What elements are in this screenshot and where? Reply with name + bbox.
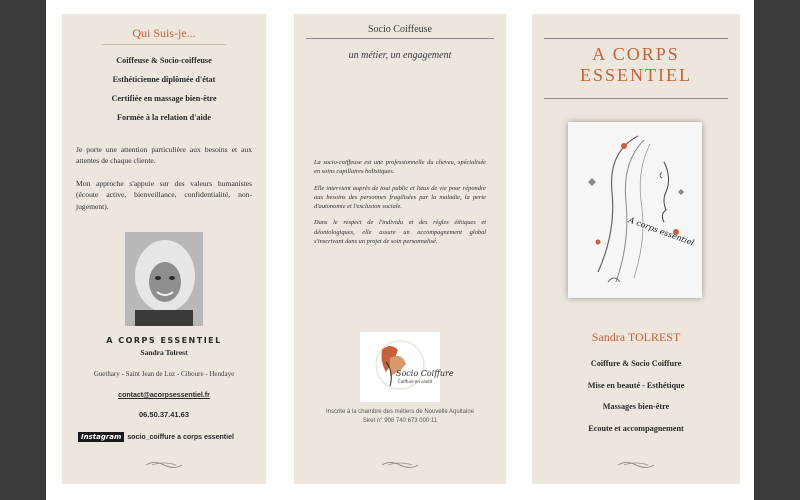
body-paragraph: La socio-coiffeuse est une professionnelle du cheveu, spécialisée en soins capillaires holistiques. <box>314 159 486 176</box>
bottom-divider <box>544 98 728 99</box>
logo-subtext: Coiffure en santé <box>398 379 433 384</box>
phone-number[interactable]: 06.50.37.41.63 <box>138 410 190 419</box>
art-caption: A corps essentiel <box>627 215 696 248</box>
registration-info <box>294 408 506 425</box>
panel-cover <box>532 14 740 484</box>
instagram-handle: socio_coiffure a corps essentiel <box>127 433 234 441</box>
qualification-item: Formée à la relation d'aide <box>117 113 211 122</box>
owner-name: Sandra Tolrest <box>140 348 188 357</box>
portrait-photo <box>125 232 203 326</box>
about-paragraph: Mon approche s'appuie sur des valeurs humanistes (écoute active, bienveillance, confidentialité, non-jugement). <box>76 179 252 211</box>
panel-about <box>62 14 266 484</box>
brand-line: ESSENTIEL <box>580 64 692 85</box>
about-title: Qui Suis-je... <box>132 26 196 40</box>
brand-name: A CORPS ESSENTIEL <box>106 336 222 345</box>
top-divider <box>544 38 728 39</box>
ornament-icon <box>62 460 266 470</box>
instagram-icon: Instagram <box>78 432 124 442</box>
qualification-item: Esthéticienne diplômée d'état <box>112 75 216 84</box>
email-link[interactable]: contact@acorpsessentiel.fr <box>118 392 210 399</box>
middle-body <box>294 158 506 253</box>
service-item: Coiffure & Socio Coiffure <box>590 359 682 368</box>
instagram-row[interactable] <box>78 432 234 442</box>
brand-line: A CORPS <box>592 44 680 64</box>
about-paragraph: Je porte une attention particulière aux besoins et aux attentes de chaque cliente. <box>76 145 252 166</box>
cover-name: Sandra TOLREST <box>591 330 681 344</box>
body-paragraph: Elle intervient auprès de tout public et lieux de vie pour répondre aux besoins des personnes fragilisées par la maladie, la perte d'autonomie et l'exclusion sociale. <box>314 184 486 211</box>
body-paragraph: Dans le respect de l'individu et des règles éthiques et déontologiques, elle assure un accompagnement global s'inscrivant dans un projet de soin personnalisé. <box>314 219 486 245</box>
service-item: Massages bien-être <box>602 402 670 411</box>
panel-socio-coiffeuse <box>294 14 506 484</box>
service-item: Mise en beauté - Esthétique <box>587 380 685 390</box>
illustration-woman-hair <box>568 122 702 298</box>
qualification-item: Coiffeuse & Socio-coiffeuse <box>116 56 212 65</box>
ornament-icon <box>294 460 506 470</box>
title-divider <box>102 44 226 45</box>
qualifications-list <box>62 56 266 132</box>
socio-coiffure-logo <box>360 332 454 402</box>
logo-text: Socio Coiffure <box>396 369 454 378</box>
ornament-icon <box>532 460 740 470</box>
cover-brand <box>532 44 740 85</box>
service-item: Ecoute et accompagnement <box>588 423 684 433</box>
middle-subtitle: un métier, un engagement <box>348 50 452 61</box>
middle-title: Socio Coiffeuse <box>368 24 432 35</box>
qualification-item: Certifiée en massage bien-être <box>111 94 217 103</box>
title-divider <box>306 38 494 39</box>
service-areas: Guethary - Saint Jean de Luz - Ciboure - Hendaye <box>93 370 235 378</box>
siret-line: Siret n° 908 740 673 000 11 <box>362 417 438 424</box>
services-list <box>532 359 740 445</box>
registration-line: Inscrite à la chambre des métiers de Nouvelle Aquitaine <box>325 409 475 415</box>
